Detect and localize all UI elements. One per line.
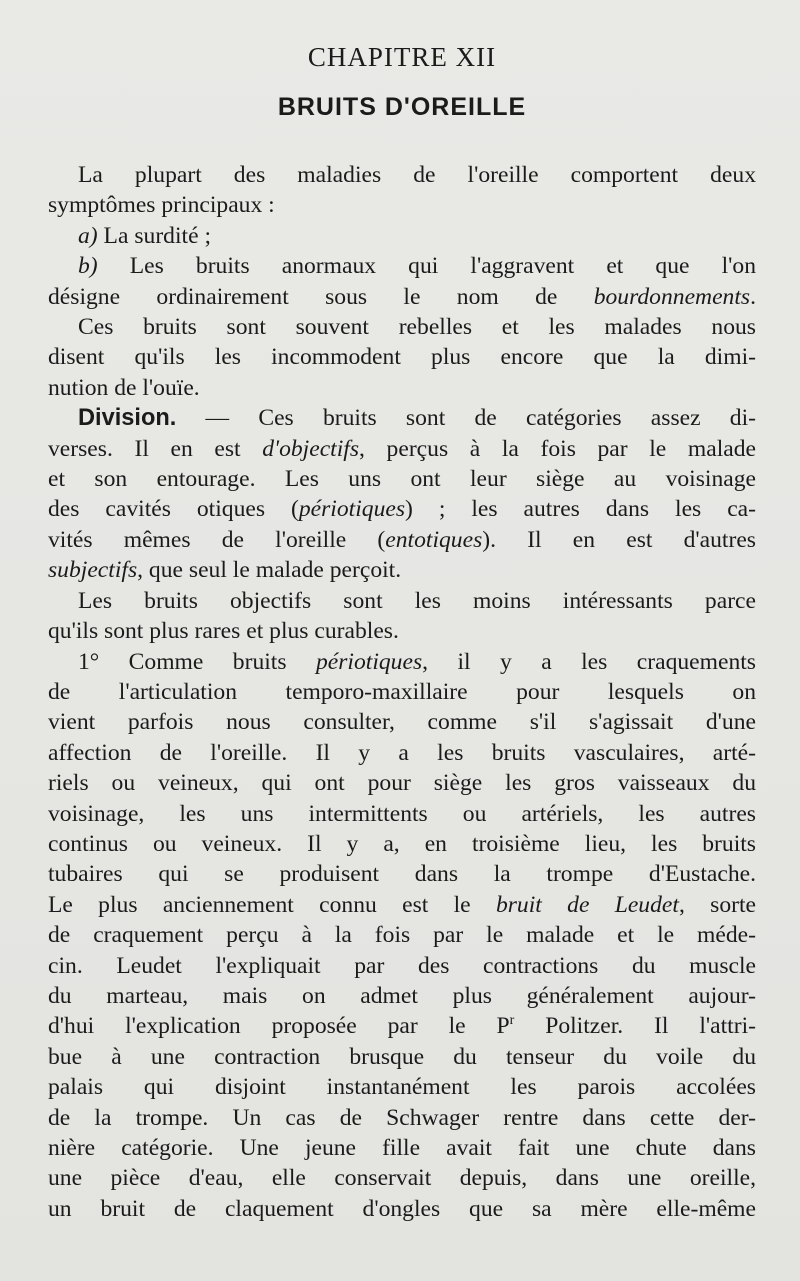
text-line: Le plus anciennement connu est le bruit de Leudet, sorte: [48, 891, 757, 918]
text-line: vités mêmes de l'oreille (entotiques). Il en est d'autres: [48, 526, 756, 553]
text-line: d'hui l'explication proposée par le $P^r$ Politzer. Il l'attri-: [48, 1013, 757, 1040]
text-line: de craquement perçu à la fois par le malade et le méde-: [48, 922, 756, 949]
chapter-heading: CHAPITRE XII: [307, 42, 497, 72]
text-line: continus ou veineux. Il y a, en troisième lieu, les bruits: [48, 830, 756, 857]
text-line: disent qu'ils les incommodent plus encore que la dimi-: [48, 344, 756, 371]
text-line: de la trompe. Un cas de Schwager rentre dans cette der-: [48, 1104, 756, 1131]
text-line: de l'articulation temporo-maxillaire pour lesquels on: [48, 678, 756, 705]
body-text: [48, 160, 756, 1224]
text-line: vient parfois nous consulter, comme s'il s'agissait d'une: [48, 709, 756, 736]
text-line: riels ou veineux, qui ont pour siège les gros vaisseaux du: [48, 770, 756, 797]
text-line: Les bruits objectifs sont les moins intéressants parce: [78, 587, 756, 614]
text-line: des cavités otiques (périotiques) ; les autres dans les ca-: [48, 496, 756, 523]
text-line: nution de l'ouïe.: [48, 374, 200, 401]
text-line: palais qui disjoint instantanément les parois accolées: [48, 1074, 756, 1101]
chapter-title: BRUITS D'OREILLE: [277, 93, 527, 121]
text-line: b) Les bruits anormaux qui l'aggravent et que l'on: [78, 253, 756, 280]
text-line: qu'ils sont plus rares et plus curables.: [48, 618, 399, 645]
text-line: du marteau, mais on admet plus généralement aujour-: [48, 982, 756, 1009]
text-line: désigne ordinairement sous le nom de bourdonnements.: [48, 283, 756, 310]
text-line: 1° Comme bruits périotiques, il y a les craquements: [78, 648, 756, 675]
text-line: et son entourage. Les uns ont leur siège au voisinage: [48, 466, 756, 493]
text-line: affection de l'oreille. Il y a les bruits vasculaires, arté-: [48, 739, 756, 766]
text-line: bue à une contraction brusque du tenseur du voile du: [48, 1043, 756, 1070]
text-line: La plupart des maladies de l'oreille comportent deux: [78, 162, 756, 188]
text-line: Division. — Ces bruits sont de catégories assez di-: [78, 405, 756, 432]
text-line: Ces bruits sont souvent rebelles et les malades nous: [78, 314, 756, 341]
text-line: tubaires qui se produisent dans la trompe d'Eustache.: [48, 861, 756, 888]
text-line: une pièce d'eau, elle conservait depuis, dans une oreille,: [48, 1165, 756, 1192]
text-line: cin. Leudet l'expliquait par des contractions du muscle: [48, 952, 756, 979]
text-line: verses. Il en est d'objectifs, perçus à la fois par le malade: [48, 435, 756, 462]
text-line: voisinage, les uns intermittents ou artériels, les autres: [48, 800, 756, 827]
text-line: symptômes principaux :: [48, 192, 275, 219]
text-line: a) La surdité ;: [78, 222, 212, 249]
text-line: subjectifs, que seul le malade perçoit.: [48, 557, 402, 584]
text-line: nière catégorie. Une jeune fille avait fait une chute dans: [48, 1135, 756, 1161]
text-line: un bruit de claquement d'ongles que sa mère elle-même: [48, 1195, 756, 1222]
